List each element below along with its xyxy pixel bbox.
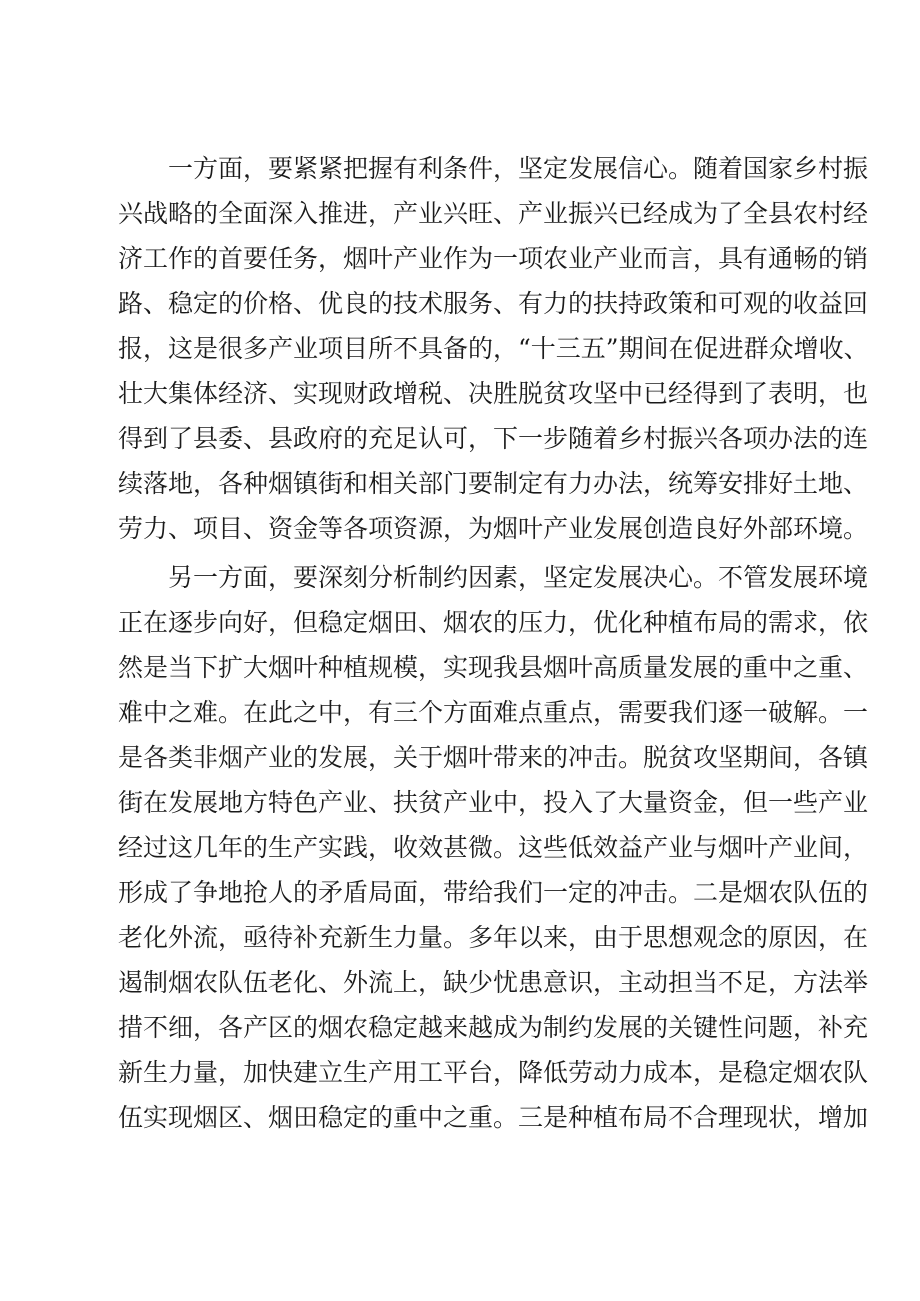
text-line: 是各类非烟产业的发展，关于烟叶带来的冲击。脱贫攻坚期间，各镇	[118, 743, 869, 772]
text-line: 济工作的首要任务，烟叶产业作为一项农业产业而言，具有通畅的销	[118, 244, 869, 273]
text-line: 伍实现烟区、烟田稳定的重中之重。三是种植布局不合理现状，增加	[118, 1103, 869, 1132]
text-line: 报，这是很多产业项目所不具备的，“十三五”期间在促进群众增收、	[118, 334, 869, 363]
text-line: 措不细，各产区的烟农稳定越来越成为制约发展的关键性问题，补充	[118, 1013, 869, 1042]
text-line: 难中之难。在此之中，有三个方面难点重点，需要我们逐一破解。一	[118, 698, 869, 727]
text-line: 街在发展地方特色产业、扶贫产业中，投入了大量资金，但一些产业	[118, 788, 869, 817]
text-line: 兴战略的全面深入推进，产业兴旺、产业振兴已经成为了全县农村经	[118, 199, 869, 228]
text-line: 路、稳定的价格、优良的技术服务、有力的扶持政策和可观的收益回	[118, 289, 869, 318]
text-line: 得到了县委、县政府的充足认可，下一步随着乡村振兴各项办法的连	[118, 424, 869, 453]
text-line: 然是当下扩大烟叶种植规模，实现我县烟叶高质量发展的重中之重、	[118, 653, 869, 682]
document-body	[118, 146, 869, 1140]
text-line: 遏制烟农队伍老化、外流上，缺少忧患意识，主动担当不足，方法举	[118, 968, 869, 997]
text-line: 劳力、项目、资金等各项资源，为烟叶产业发展创造良好外部环境。	[118, 514, 869, 543]
text-line: 壮大集体经济、实现财政增税、决胜脱贫攻坚中已经得到了表明，也	[118, 379, 869, 408]
text-line: 一方面，要紧紧把握有利条件，坚定发展信心。随着国家乡村振	[168, 154, 869, 183]
paragraph-1	[118, 146, 869, 551]
text-line: 形成了争地抢人的矛盾局面，带给我们一定的冲击。二是烟农队伍的	[118, 878, 869, 907]
text-line: 正在逐步向好，但稳定烟田、烟农的压力，优化种植布局的需求，依	[118, 608, 869, 637]
text-line: 经过这几年的生产实践，收效甚微。这些低效益产业与烟叶产业间，	[118, 833, 869, 862]
paragraph-2	[118, 555, 869, 1140]
text-line: 老化外流，亟待补充新生力量。多年以来，由于思想观念的原因，在	[118, 923, 869, 952]
text-line: 续落地，各种烟镇街和相关部门要制定有力办法，统筹安排好土地、	[118, 469, 869, 498]
text-line: 另一方面，要深刻分析制约因素，坚定发展决心。不管发展环境	[168, 563, 869, 592]
text-line: 新生力量，加快建立生产用工平台，降低劳动力成本，是稳定烟农队	[118, 1058, 869, 1087]
